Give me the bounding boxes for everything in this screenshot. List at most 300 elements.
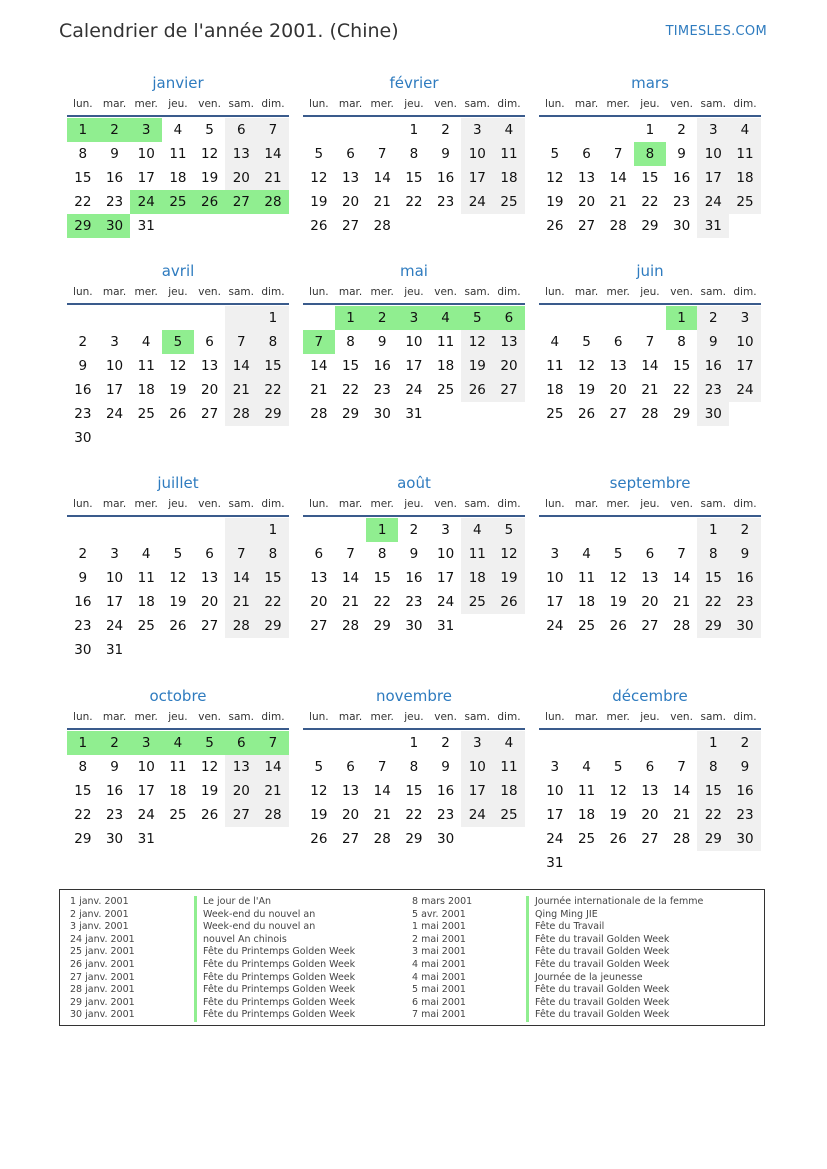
day-cell: 2 <box>366 306 398 330</box>
days-grid <box>67 118 289 238</box>
holiday-names-left <box>194 896 355 1022</box>
weekday-label: mer. <box>134 286 158 298</box>
day-cell: 3 <box>130 118 162 142</box>
day-cell: 5 <box>613 759 623 775</box>
holiday-name: Fête du travail Golden Week <box>526 934 703 947</box>
day-cell: 6 <box>205 546 214 562</box>
day-cell: 7 <box>377 759 387 775</box>
day-cell: 8 <box>409 146 419 162</box>
holiday-name: Fête du Printemps Golden Week <box>194 1009 355 1022</box>
empty-cell <box>67 306 99 330</box>
empty-cell <box>194 306 226 330</box>
day-cell: 28 <box>641 406 659 422</box>
day-cell: 22 <box>74 194 92 210</box>
page-title: Calendrier de l'année 2001. (Chine) <box>59 20 399 42</box>
day-cell: 3 <box>110 334 119 350</box>
day-cell: 23 <box>373 382 391 398</box>
day-cell: 17 <box>137 170 155 186</box>
day-cell: 14 <box>609 170 627 186</box>
day-cell: 12 <box>169 358 187 374</box>
weekday-label: lun. <box>545 498 565 510</box>
day-cell: 28 <box>341 618 360 634</box>
day-cell: 11 <box>493 142 525 166</box>
days-grid <box>539 731 761 875</box>
site-link[interactable]: TIMESLES.COM <box>665 24 767 39</box>
day-cell: 18 <box>546 382 564 398</box>
day-cell: 21 <box>225 378 257 402</box>
empty-cell <box>571 118 603 142</box>
day-cell: 22 <box>257 378 289 402</box>
day-cell: 16 <box>729 566 761 590</box>
weekday-label: mer. <box>370 498 394 510</box>
weekday-label: lun. <box>545 711 565 723</box>
day-cell: 25 <box>169 807 187 823</box>
holiday-date: 4 mai 2001 <box>412 958 466 970</box>
weekday-label: mer. <box>370 286 394 298</box>
day-cell: 21 <box>673 594 691 610</box>
empty-cell <box>602 118 634 142</box>
weekday-label: sam. <box>700 498 727 510</box>
holiday-name: Fête du Printemps Golden Week <box>194 972 355 985</box>
month-9 <box>67 685 289 851</box>
day-cell: 10 <box>546 570 564 586</box>
weekday-header <box>67 97 289 117</box>
day-cell: 10 <box>105 358 124 374</box>
day-cell: 14 <box>341 570 360 586</box>
weekday-label: mer. <box>370 711 394 723</box>
empty-cell <box>539 518 571 542</box>
day-cell: 6 <box>645 546 655 562</box>
day-cell: 9 <box>441 146 450 162</box>
day-cell: 22 <box>405 807 423 823</box>
day-cell: 1 <box>666 306 698 330</box>
day-cell: 2 <box>78 546 88 562</box>
day-cell: 9 <box>78 358 88 374</box>
day-cell: 2 <box>99 118 131 142</box>
day-cell: 28 <box>609 218 627 234</box>
empty-cell <box>539 306 571 330</box>
day-cell: 17 <box>546 594 564 610</box>
day-cell: 8 <box>697 755 729 779</box>
weekday-label: jeu. <box>640 286 660 298</box>
day-cell: 9 <box>729 755 761 779</box>
empty-cell <box>602 518 634 542</box>
day-cell: 17 <box>461 166 493 190</box>
holiday-date: 25 janv. 2001 <box>70 946 135 958</box>
day-cell: 20 <box>641 594 659 610</box>
day-cell: 17 <box>461 779 493 803</box>
day-cell: 31 <box>697 214 729 238</box>
day-cell: 13 <box>577 170 596 186</box>
day-cell: 21 <box>225 590 257 614</box>
day-cell: 3 <box>461 118 493 142</box>
day-cell: 17 <box>697 166 729 190</box>
month-name: octobre <box>149 687 207 705</box>
day-cell: 15 <box>405 783 423 799</box>
day-cell: 22 <box>74 807 92 823</box>
day-cell: 1 <box>67 731 99 755</box>
day-cell: 1 <box>409 735 419 751</box>
day-cell: 1 <box>697 731 729 755</box>
month-name: avril <box>161 262 195 280</box>
day-cell: 27 <box>341 831 360 847</box>
day-cell: 15 <box>257 354 289 378</box>
day-cell: 24 <box>405 382 423 398</box>
day-cell: 1 <box>409 122 419 138</box>
weekday-header <box>539 285 761 305</box>
day-cell: 7 <box>346 546 355 562</box>
day-cell: 25 <box>137 618 155 634</box>
day-cell: 6 <box>225 731 257 755</box>
day-cell: 14 <box>225 566 257 590</box>
month-name: juillet <box>157 474 199 492</box>
weekday-label: mar. <box>338 286 363 298</box>
day-cell: 18 <box>461 566 493 590</box>
weekday-label: sam. <box>700 286 727 298</box>
weekday-label: sam. <box>228 98 255 110</box>
weekday-label: sam. <box>464 98 491 110</box>
day-cell: 16 <box>405 570 423 586</box>
weekday-label: mer. <box>370 98 394 110</box>
weekday-label: mer. <box>606 98 630 110</box>
holiday-name: Fête du Printemps Golden Week <box>194 959 355 972</box>
day-cell: 25 <box>162 190 194 214</box>
weekday-header <box>303 285 525 305</box>
day-cell: 8 <box>409 759 419 775</box>
day-cell: 6 <box>346 759 355 775</box>
day-cell: 27 <box>225 190 257 214</box>
day-cell: 18 <box>437 358 455 374</box>
day-cell: 30 <box>405 618 423 634</box>
holiday-name: Fête du travail Golden Week <box>526 984 703 997</box>
day-cell: 31 <box>546 855 564 871</box>
holiday-name: Fête du Printemps Golden Week <box>194 984 355 997</box>
day-cell: 13 <box>310 570 328 586</box>
empty-cell <box>194 518 226 542</box>
day-cell: 17 <box>137 783 155 799</box>
day-cell: 19 <box>577 382 596 398</box>
empty-cell <box>225 306 257 330</box>
day-cell: 4 <box>162 731 194 755</box>
day-cell: 23 <box>437 194 455 210</box>
day-cell: 25 <box>577 831 596 847</box>
day-cell: 2 <box>697 306 729 330</box>
day-cell: 17 <box>405 358 423 374</box>
month-5 <box>539 260 761 426</box>
day-cell: 10 <box>405 334 423 350</box>
day-cell: 26 <box>194 190 226 214</box>
month-name: mars <box>631 74 669 92</box>
day-cell: 30 <box>74 642 92 658</box>
day-cell: 22 <box>641 194 659 210</box>
weekday-header <box>539 97 761 117</box>
month-name: septembre <box>609 474 691 492</box>
empty-cell <box>571 518 603 542</box>
weekday-label: mar. <box>102 98 127 110</box>
day-cell: 26 <box>609 618 627 634</box>
month-11 <box>539 685 761 875</box>
holiday-name: Fête du Travail <box>526 921 703 934</box>
day-cell: 26 <box>310 218 328 234</box>
day-cell: 1 <box>257 518 289 542</box>
day-cell: 12 <box>201 146 219 162</box>
day-cell: 24 <box>137 807 155 823</box>
day-cell: 2 <box>729 731 761 755</box>
weekday-label: ven. <box>198 711 221 723</box>
month-3 <box>67 260 289 450</box>
weekday-label: jeu. <box>168 286 188 298</box>
day-cell: 1 <box>645 122 655 138</box>
day-cell: 25 <box>493 190 525 214</box>
day-cell: 9 <box>409 546 419 562</box>
day-cell: 7 <box>377 146 387 162</box>
day-cell: 20 <box>201 382 219 398</box>
day-cell: 29 <box>341 406 360 422</box>
day-cell: 16 <box>729 779 761 803</box>
weekday-label: sam. <box>700 98 727 110</box>
day-cell: 6 <box>645 759 655 775</box>
weekday-label: lun. <box>73 286 93 298</box>
day-cell: 28 <box>373 831 391 847</box>
month-name: juin <box>636 262 664 280</box>
weekday-label: mer. <box>606 498 630 510</box>
weekday-label: mar. <box>338 98 363 110</box>
day-cell: 4 <box>493 731 525 755</box>
day-cell: 9 <box>729 542 761 566</box>
month-4 <box>303 260 525 426</box>
day-cell: 2 <box>729 518 761 542</box>
weekday-label: lun. <box>73 498 93 510</box>
day-cell: 16 <box>697 354 729 378</box>
days-grid <box>539 118 761 238</box>
day-cell: 31 <box>137 831 155 847</box>
days-grid <box>303 306 525 426</box>
day-cell: 24 <box>697 190 729 214</box>
day-cell: 6 <box>582 146 591 162</box>
day-cell: 13 <box>201 570 219 586</box>
day-cell: 14 <box>257 755 289 779</box>
day-cell: 25 <box>461 590 493 614</box>
day-cell: 1 <box>335 306 367 330</box>
day-cell: 15 <box>641 170 659 186</box>
day-cell: 19 <box>461 354 493 378</box>
day-cell: 7 <box>303 330 335 354</box>
days-grid <box>67 518 289 662</box>
day-cell: 3 <box>130 731 162 755</box>
day-cell: 28 <box>257 190 289 214</box>
day-cell: 26 <box>546 218 564 234</box>
day-cell: 5 <box>194 731 226 755</box>
day-cell: 20 <box>341 194 360 210</box>
day-cell: 21 <box>257 166 289 190</box>
holiday-name: Journée internationale de la femme <box>526 896 703 909</box>
day-cell: 10 <box>461 142 493 166</box>
day-cell: 8 <box>78 759 88 775</box>
weekday-label: ven. <box>670 498 693 510</box>
holiday-name: Fête du travail Golden Week <box>526 959 703 972</box>
weekday-label: ven. <box>198 286 221 298</box>
day-cell: 14 <box>641 358 659 374</box>
holiday-date: 4 mai 2001 <box>412 971 466 983</box>
day-cell: 10 <box>105 570 124 586</box>
day-cell: 20 <box>225 779 257 803</box>
holiday-date: 27 janv. 2001 <box>70 971 135 983</box>
holiday-date: 3 mai 2001 <box>412 946 466 958</box>
weekday-label: sam. <box>464 711 491 723</box>
month-name: février <box>389 74 439 92</box>
day-cell: 20 <box>493 354 525 378</box>
holiday-date: 3 janv. 2001 <box>70 921 129 933</box>
day-cell: 2 <box>441 735 450 751</box>
day-cell: 3 <box>110 546 119 562</box>
day-cell: 22 <box>405 194 423 210</box>
day-cell: 5 <box>493 518 525 542</box>
day-cell: 4 <box>141 334 151 350</box>
day-cell: 19 <box>169 594 187 610</box>
weekday-header <box>539 497 761 517</box>
day-cell: 4 <box>430 306 462 330</box>
day-cell: 22 <box>697 803 729 827</box>
holiday-name: Fête du Printemps Golden Week <box>194 997 355 1010</box>
weekday-label: sam. <box>228 711 255 723</box>
weekday-label: mar. <box>338 498 363 510</box>
day-cell: 8 <box>677 334 686 350</box>
days-grid <box>67 306 289 450</box>
day-cell: 20 <box>641 807 659 823</box>
empty-cell <box>666 518 698 542</box>
empty-cell <box>303 118 335 142</box>
day-cell: 23 <box>74 618 92 634</box>
day-cell: 12 <box>609 570 627 586</box>
day-cell: 27 <box>341 218 360 234</box>
day-cell: 5 <box>162 330 194 354</box>
days-grid <box>539 306 761 426</box>
day-cell: 29 <box>257 614 289 638</box>
day-cell: 19 <box>493 566 525 590</box>
weekday-label: ven. <box>198 98 221 110</box>
day-cell: 2 <box>409 522 419 538</box>
day-cell: 21 <box>257 779 289 803</box>
empty-cell <box>303 518 335 542</box>
day-cell: 5 <box>314 146 324 162</box>
weekday-label: mar. <box>102 711 127 723</box>
weekday-label: ven. <box>670 286 693 298</box>
day-cell: 20 <box>609 382 627 398</box>
day-cell: 11 <box>546 358 564 374</box>
day-cell: 6 <box>205 334 214 350</box>
day-cell: 27 <box>201 618 219 634</box>
weekday-label: jeu. <box>168 498 188 510</box>
day-cell: 9 <box>110 146 119 162</box>
day-cell: 3 <box>550 759 560 775</box>
day-cell: 31 <box>437 618 455 634</box>
weekday-label: ven. <box>198 498 221 510</box>
holiday-date: 5 mai 2001 <box>412 984 466 996</box>
day-cell: 7 <box>257 731 289 755</box>
day-cell: 24 <box>105 406 124 422</box>
day-cell: 11 <box>493 755 525 779</box>
day-cell: 3 <box>697 118 729 142</box>
day-cell: 8 <box>257 542 289 566</box>
day-cell: 19 <box>546 194 564 210</box>
day-cell: 9 <box>441 759 450 775</box>
day-cell: 16 <box>105 783 124 799</box>
day-cell: 24 <box>729 378 761 402</box>
empty-cell <box>225 518 257 542</box>
weekday-label: mar. <box>574 98 599 110</box>
day-cell: 7 <box>225 330 257 354</box>
weekday-label: jeu. <box>404 98 424 110</box>
day-cell: 20 <box>225 166 257 190</box>
day-cell: 9 <box>78 570 88 586</box>
day-cell: 27 <box>310 618 328 634</box>
day-cell: 28 <box>310 406 328 422</box>
day-cell: 30 <box>373 406 391 422</box>
day-cell: 7 <box>613 146 623 162</box>
day-cell: 15 <box>74 170 92 186</box>
weekday-label: dim. <box>733 98 757 110</box>
day-cell: 4 <box>550 334 560 350</box>
day-cell: 5 <box>173 546 183 562</box>
weekday-label: dim. <box>261 498 285 510</box>
holiday-date: 8 mars 2001 <box>412 896 473 907</box>
weekday-header <box>539 710 761 730</box>
day-cell: 7 <box>677 546 686 562</box>
day-cell: 19 <box>201 783 219 799</box>
day-cell: 4 <box>493 118 525 142</box>
weekday-label: ven. <box>434 286 457 298</box>
day-cell: 14 <box>257 142 289 166</box>
day-cell: 28 <box>225 402 257 426</box>
day-cell: 21 <box>641 382 659 398</box>
holiday-name: Qing Ming JIE <box>526 909 703 922</box>
day-cell: 5 <box>582 334 591 350</box>
weekday-label: jeu. <box>168 711 188 723</box>
day-cell: 29 <box>257 402 289 426</box>
day-cell: 2 <box>677 122 686 138</box>
day-cell: 24 <box>437 594 455 610</box>
holiday-date: 30 janv. 2001 <box>70 1009 135 1021</box>
holiday-name: Journée de la jeunesse <box>526 972 703 985</box>
day-cell: 16 <box>437 783 455 799</box>
day-cell: 10 <box>137 759 155 775</box>
day-cell: 13 <box>609 358 627 374</box>
month-8 <box>539 472 761 638</box>
day-cell: 13 <box>225 142 257 166</box>
holiday-date: 26 janv. 2001 <box>70 958 135 970</box>
empty-cell <box>130 306 162 330</box>
day-cell: 19 <box>609 807 627 823</box>
weekday-label: jeu. <box>404 286 424 298</box>
day-cell: 14 <box>673 570 691 586</box>
day-cell: 15 <box>341 358 360 374</box>
month-7 <box>303 472 525 638</box>
empty-cell <box>539 118 571 142</box>
holiday-date: 2 janv. 2001 <box>70 908 129 920</box>
weekday-label: jeu. <box>404 711 424 723</box>
day-cell: 23 <box>405 594 423 610</box>
day-cell: 27 <box>641 618 659 634</box>
day-cell: 26 <box>461 378 493 402</box>
weekday-label: ven. <box>434 498 457 510</box>
day-cell: 30 <box>74 430 92 446</box>
day-cell: 17 <box>105 382 124 398</box>
day-cell: 29 <box>641 218 659 234</box>
day-cell: 24 <box>546 831 564 847</box>
holiday-name: Week-end du nouvel an <box>194 909 355 922</box>
month-name: août <box>397 474 431 492</box>
day-cell: 13 <box>341 170 360 186</box>
